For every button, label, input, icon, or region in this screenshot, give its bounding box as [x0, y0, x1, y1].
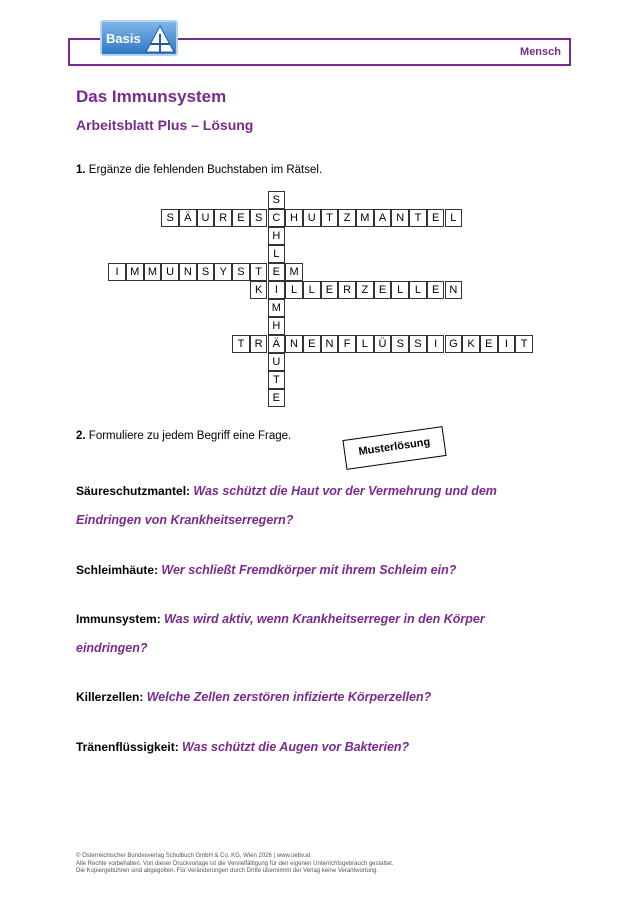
crossword-cell: K [250, 281, 268, 299]
crossword-cell: C [268, 209, 286, 227]
section-label: Mensch [520, 46, 561, 58]
crossword-cell: S [161, 209, 179, 227]
task-2-text: Formuliere zu jedem Begriff eine Frage. [88, 430, 292, 442]
crossword-cell: N [445, 281, 463, 299]
page-title: Das Immunsystem [76, 87, 227, 106]
crossword-cell: L [356, 335, 374, 353]
crossword-cell: N [391, 209, 409, 227]
answer-continuation: eindringen? [76, 641, 148, 655]
crossword-cell: T [515, 335, 533, 353]
crossword-cell: S [232, 263, 250, 281]
crossword-cell: A [374, 209, 392, 227]
crossword-cell: S [197, 263, 215, 281]
crossword-cell: T [232, 335, 250, 353]
crossword-cell: I [108, 263, 126, 281]
copyright-footer [76, 853, 394, 876]
crossword-cell: M [126, 263, 144, 281]
crossword-cell: R [250, 335, 268, 353]
crossword-cell: U [161, 263, 179, 281]
crossword-cell: N [321, 335, 339, 353]
crossword-cell: R [338, 281, 356, 299]
crossword-cell: N [285, 335, 303, 353]
crossword-cell: G [445, 335, 463, 353]
crossword-cell: F [338, 335, 356, 353]
answer-schleimhaeute [76, 563, 456, 577]
crossword-cell: I [268, 281, 286, 299]
answer-immunsystem [76, 612, 485, 626]
basis-logo [100, 20, 178, 56]
footer-line: © Österreichischer Bundesverlag Schulbuch GmbH & Co. KG, Wien 2026 | www.oebv.at [76, 853, 311, 859]
crossword-cell: L [391, 281, 409, 299]
footer-line: Alle Rechte vorbehalten. Von dieser Druckvorlage ist die Vervielfältigung für den eigenen Unterrichtsgebrauch gestattet. [76, 860, 394, 867]
crossword-cell: U [268, 353, 286, 371]
crossword-cell: L [445, 209, 463, 227]
crossword-cell: T [409, 209, 427, 227]
crossword-cell: E [303, 335, 321, 353]
crossword-cell: H [285, 209, 303, 227]
answer-continuation: Eindringen von Krankheitserregern? [76, 513, 294, 527]
footer-line: Die Kopiergebühren sind abgegolten. Für Veränderungen durch Dritte übernimmt der Verlag keine Verantwortung. [76, 868, 379, 874]
task-1-text: Ergänze die fehlenden Buchstaben im Rätsel. [88, 164, 323, 176]
crossword-cell: U [303, 209, 321, 227]
answer-term: Schleimhäute: [76, 563, 159, 577]
crossword-cell: Y [214, 263, 232, 281]
answer-term: Säureschutzmantel: [76, 484, 191, 498]
crossword-cell: Ä [179, 209, 197, 227]
answer-term: Immunsystem: [76, 612, 161, 626]
crossword-cell: M [268, 299, 286, 317]
crossword-cell: E [268, 263, 286, 281]
crossword-cell: M [356, 209, 374, 227]
crossword-cell: I [427, 335, 445, 353]
crossword-cell: Z [338, 209, 356, 227]
crossword-cell: I [498, 335, 516, 353]
answer-term: Tränenflüssigkeit: [76, 740, 179, 754]
answer-question: Was schützt die Haut vor der Vermehrung und dem [193, 484, 497, 498]
crossword-cell: S [250, 209, 268, 227]
crossword-cell: L [303, 281, 321, 299]
crossword-cell: Ä [268, 335, 286, 353]
crossword-cell: S [268, 191, 286, 209]
answer-traenenfluessigkeit [76, 740, 409, 754]
task-1-number: 1. [76, 164, 86, 176]
logo-text: Basis [106, 31, 141, 46]
crossword-cell: E [268, 389, 286, 407]
triangle-logo-icon [144, 24, 176, 54]
page-subtitle: Arbeitsblatt Plus – Lösung [76, 117, 254, 133]
crossword-cell: E [321, 281, 339, 299]
crossword-cell: T [321, 209, 339, 227]
answer-saeureschutzmantel [76, 484, 497, 498]
task-2-number: 2. [76, 430, 86, 442]
crossword-cell: R [214, 209, 232, 227]
crossword-cell: T [268, 371, 286, 389]
crossword-cell: N [179, 263, 197, 281]
crossword-cell: Ü [374, 335, 392, 353]
answer-question: Was schützt die Augen vor Bakterien? [182, 740, 410, 754]
crossword-cell: M [285, 263, 303, 281]
answer-question: Welche Zellen zerstören infizierte Körperzellen? [146, 690, 432, 704]
crossword-cell: L [285, 281, 303, 299]
crossword-cell: E [374, 281, 392, 299]
task-1 [76, 164, 322, 176]
crossword-cell: E [427, 209, 445, 227]
answer-question: Wer schließt Fremdkörper mit ihrem Schleim ein? [161, 563, 457, 577]
answer-question: Was wird aktiv, wenn Krankheitserreger in den Körper [164, 612, 485, 626]
answer-killerzellen [76, 690, 431, 704]
crossword-cell: S [391, 335, 409, 353]
task-2 [76, 430, 291, 442]
crossword-cell: H [268, 227, 286, 245]
crossword-cell: E [232, 209, 250, 227]
crossword-cell: E [427, 281, 445, 299]
answer-term: Killerzellen: [76, 690, 144, 704]
crossword-cell: Z [356, 281, 374, 299]
crossword-cell: E [480, 335, 498, 353]
crossword-cell: S [409, 335, 427, 353]
crossword-cell: H [268, 317, 286, 335]
crossword-cell: U [197, 209, 215, 227]
crossword-cell: K [462, 335, 480, 353]
crossword-cell: L [409, 281, 427, 299]
crossword-cell: M [144, 263, 162, 281]
crossword-cell: T [250, 263, 268, 281]
crossword-cell: L [268, 245, 286, 263]
solution-stamp: Musterlösung [342, 426, 446, 470]
